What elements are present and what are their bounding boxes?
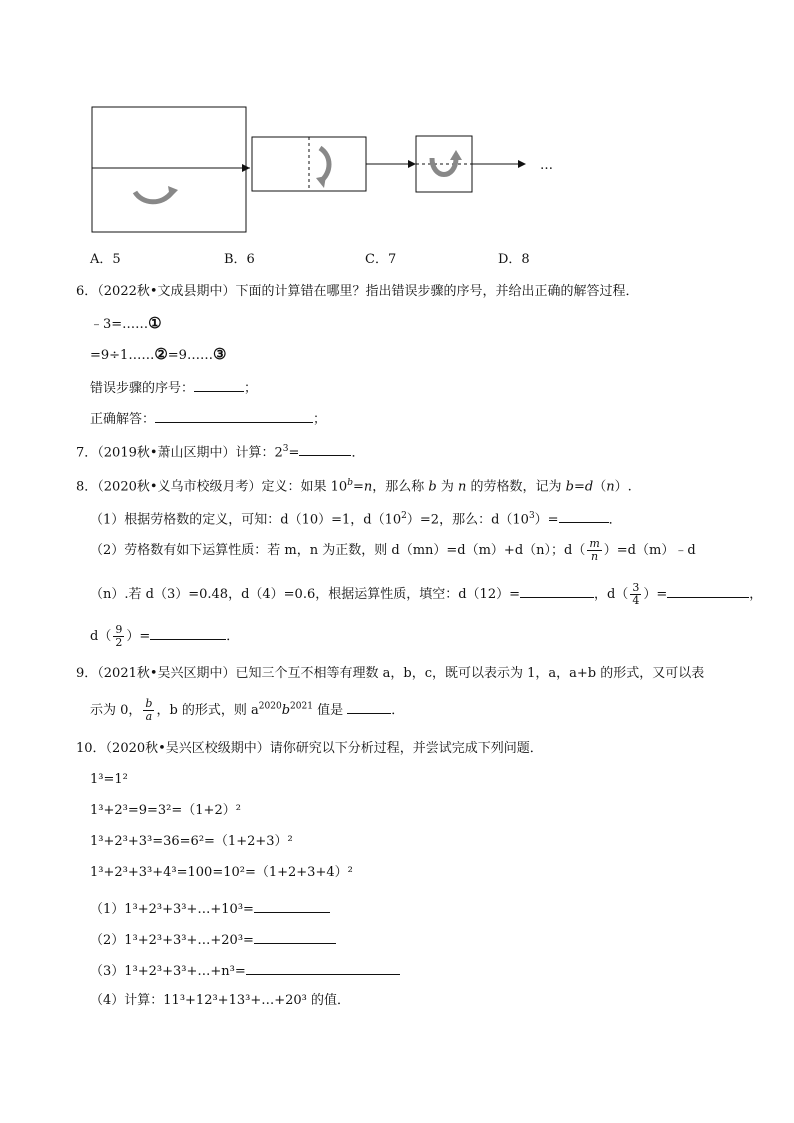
wrong-step-blank[interactable] — [194, 379, 244, 392]
q6-line2: =9÷1……②=9……③ — [90, 345, 227, 363]
q10-sub3-blank[interactable] — [246, 962, 400, 975]
q10-sub1-blank[interactable] — [254, 900, 330, 913]
option-a[interactable]: A．5 — [90, 252, 121, 267]
fold-up-icon — [135, 192, 172, 202]
q10-row4: 1³+2³+3³+4³=100=10²=（1+2+3+4）² — [90, 865, 353, 880]
q6-wrong-step: 错误步骤的序号： ； — [90, 381, 258, 396]
q6-correct-answer: 正确解答： ； — [90, 412, 327, 427]
q6-stem: 6．（2022秋•文成县期中）下面的计算错在哪里？指出错误步骤的序号，并给出正确的解答过程． — [76, 284, 639, 299]
q10-row1: 1³=1² — [90, 772, 128, 787]
q8-part1: （1）根据劳格数的定义，可知：d（10）=1，$d(10^2)=2$，那么：$d(10^3)=$ ． — [90, 511, 622, 528]
q9-line1: 9．（2021秋•吴兴区期中）已知三个互不相等有理数 a，b，c，既可以表示为 1，a，a+b 的形式，又可以表 — [76, 666, 705, 681]
q10-sub2-blank[interactable] — [254, 931, 336, 944]
q8-stem: 8．（2020秋•义乌市校级月考）定义：如果 $10^b=n$，那么称 b 为 n 的劳格数，记为 b=d（n）. — [76, 478, 632, 495]
fraction-3-over-4: $\frac{3}{4}$ — [632, 581, 640, 607]
q10-row2: 1³+2³=9=3²=（1+2）² — [90, 803, 241, 818]
step-2-mark: ② — [154, 345, 168, 363]
option-b[interactable]: B．6 — [224, 252, 255, 267]
option-d[interactable]: D．8 — [498, 252, 530, 267]
correct-answer-blank[interactable] — [155, 410, 313, 423]
q6-line1: ﹣3=……① — [90, 314, 162, 332]
fold-down-icon — [432, 158, 456, 175]
q9-blank[interactable] — [347, 701, 391, 714]
folding-diagram — [80, 100, 560, 240]
arrow-head-2 — [408, 160, 416, 168]
q10-sub1: （1）1³+2³+3³+…+10³= — [90, 900, 330, 918]
q10-sub4: （4）计算：11³+12³+13³+…+20³ 的值． — [90, 993, 350, 1008]
q8-part2: （2）劳格数有如下运算性质：若 m，n 为正数，则 d（mn）=d（m）+d（n）；d（ $\frac{m}{n}$ ）=d（m）﹣d — [90, 537, 696, 563]
ellipsis: … — [540, 158, 553, 173]
fold-square-1 — [92, 107, 246, 232]
q8-d12-blank[interactable] — [520, 585, 594, 598]
arrow-head-3 — [518, 160, 526, 168]
q10-row3: 1³+2³+3³=36=6²=（1+2+3）² — [90, 834, 293, 849]
q10-sub2: （2）1³+2³+3³+…+20³= — [90, 931, 336, 949]
q8-part1-blank[interactable] — [559, 510, 609, 523]
q7-blank[interactable] — [299, 443, 351, 456]
q9-line2: 示为 0， $\frac{b}{a}$ ，b 的形式，则 $a^{2020}b^{2021}$ 值是 ． — [90, 697, 405, 723]
fraction-m-over-n: $\frac{m}{n}$ — [589, 537, 600, 563]
q8-part2-line3: d（ $\frac{9}{2}$ ）= ． — [90, 623, 240, 649]
step-3-mark: ③ — [212, 345, 227, 363]
q10-sub3: （3）1³+2³+3³+…+n³= — [90, 962, 400, 980]
q7: 7．（2019秋•萧山区期中）计算：$2^3=$ ． — [76, 444, 365, 461]
fraction-b-over-a: $\frac{b}{a}$ — [145, 697, 153, 723]
q8-d34-blank[interactable] — [667, 585, 749, 598]
option-c[interactable]: C．7 — [365, 252, 397, 267]
q8-part2-line2: （n）.若 d（3）=0.48，d（4）=0.6，根据运算性质，填空：d（12）= ，d（ $\frac{3}{4}$ ）= ， — [90, 581, 763, 607]
step-1-mark: ① — [148, 314, 162, 332]
fraction-9-over-2: $\frac{9}{2}$ — [115, 623, 123, 649]
q10-stem: 10．（2020秋•吴兴区校级期中）请你研究以下分析过程，并尝试完成下列问题． — [76, 741, 543, 756]
q8-d92-blank[interactable] — [150, 627, 226, 640]
